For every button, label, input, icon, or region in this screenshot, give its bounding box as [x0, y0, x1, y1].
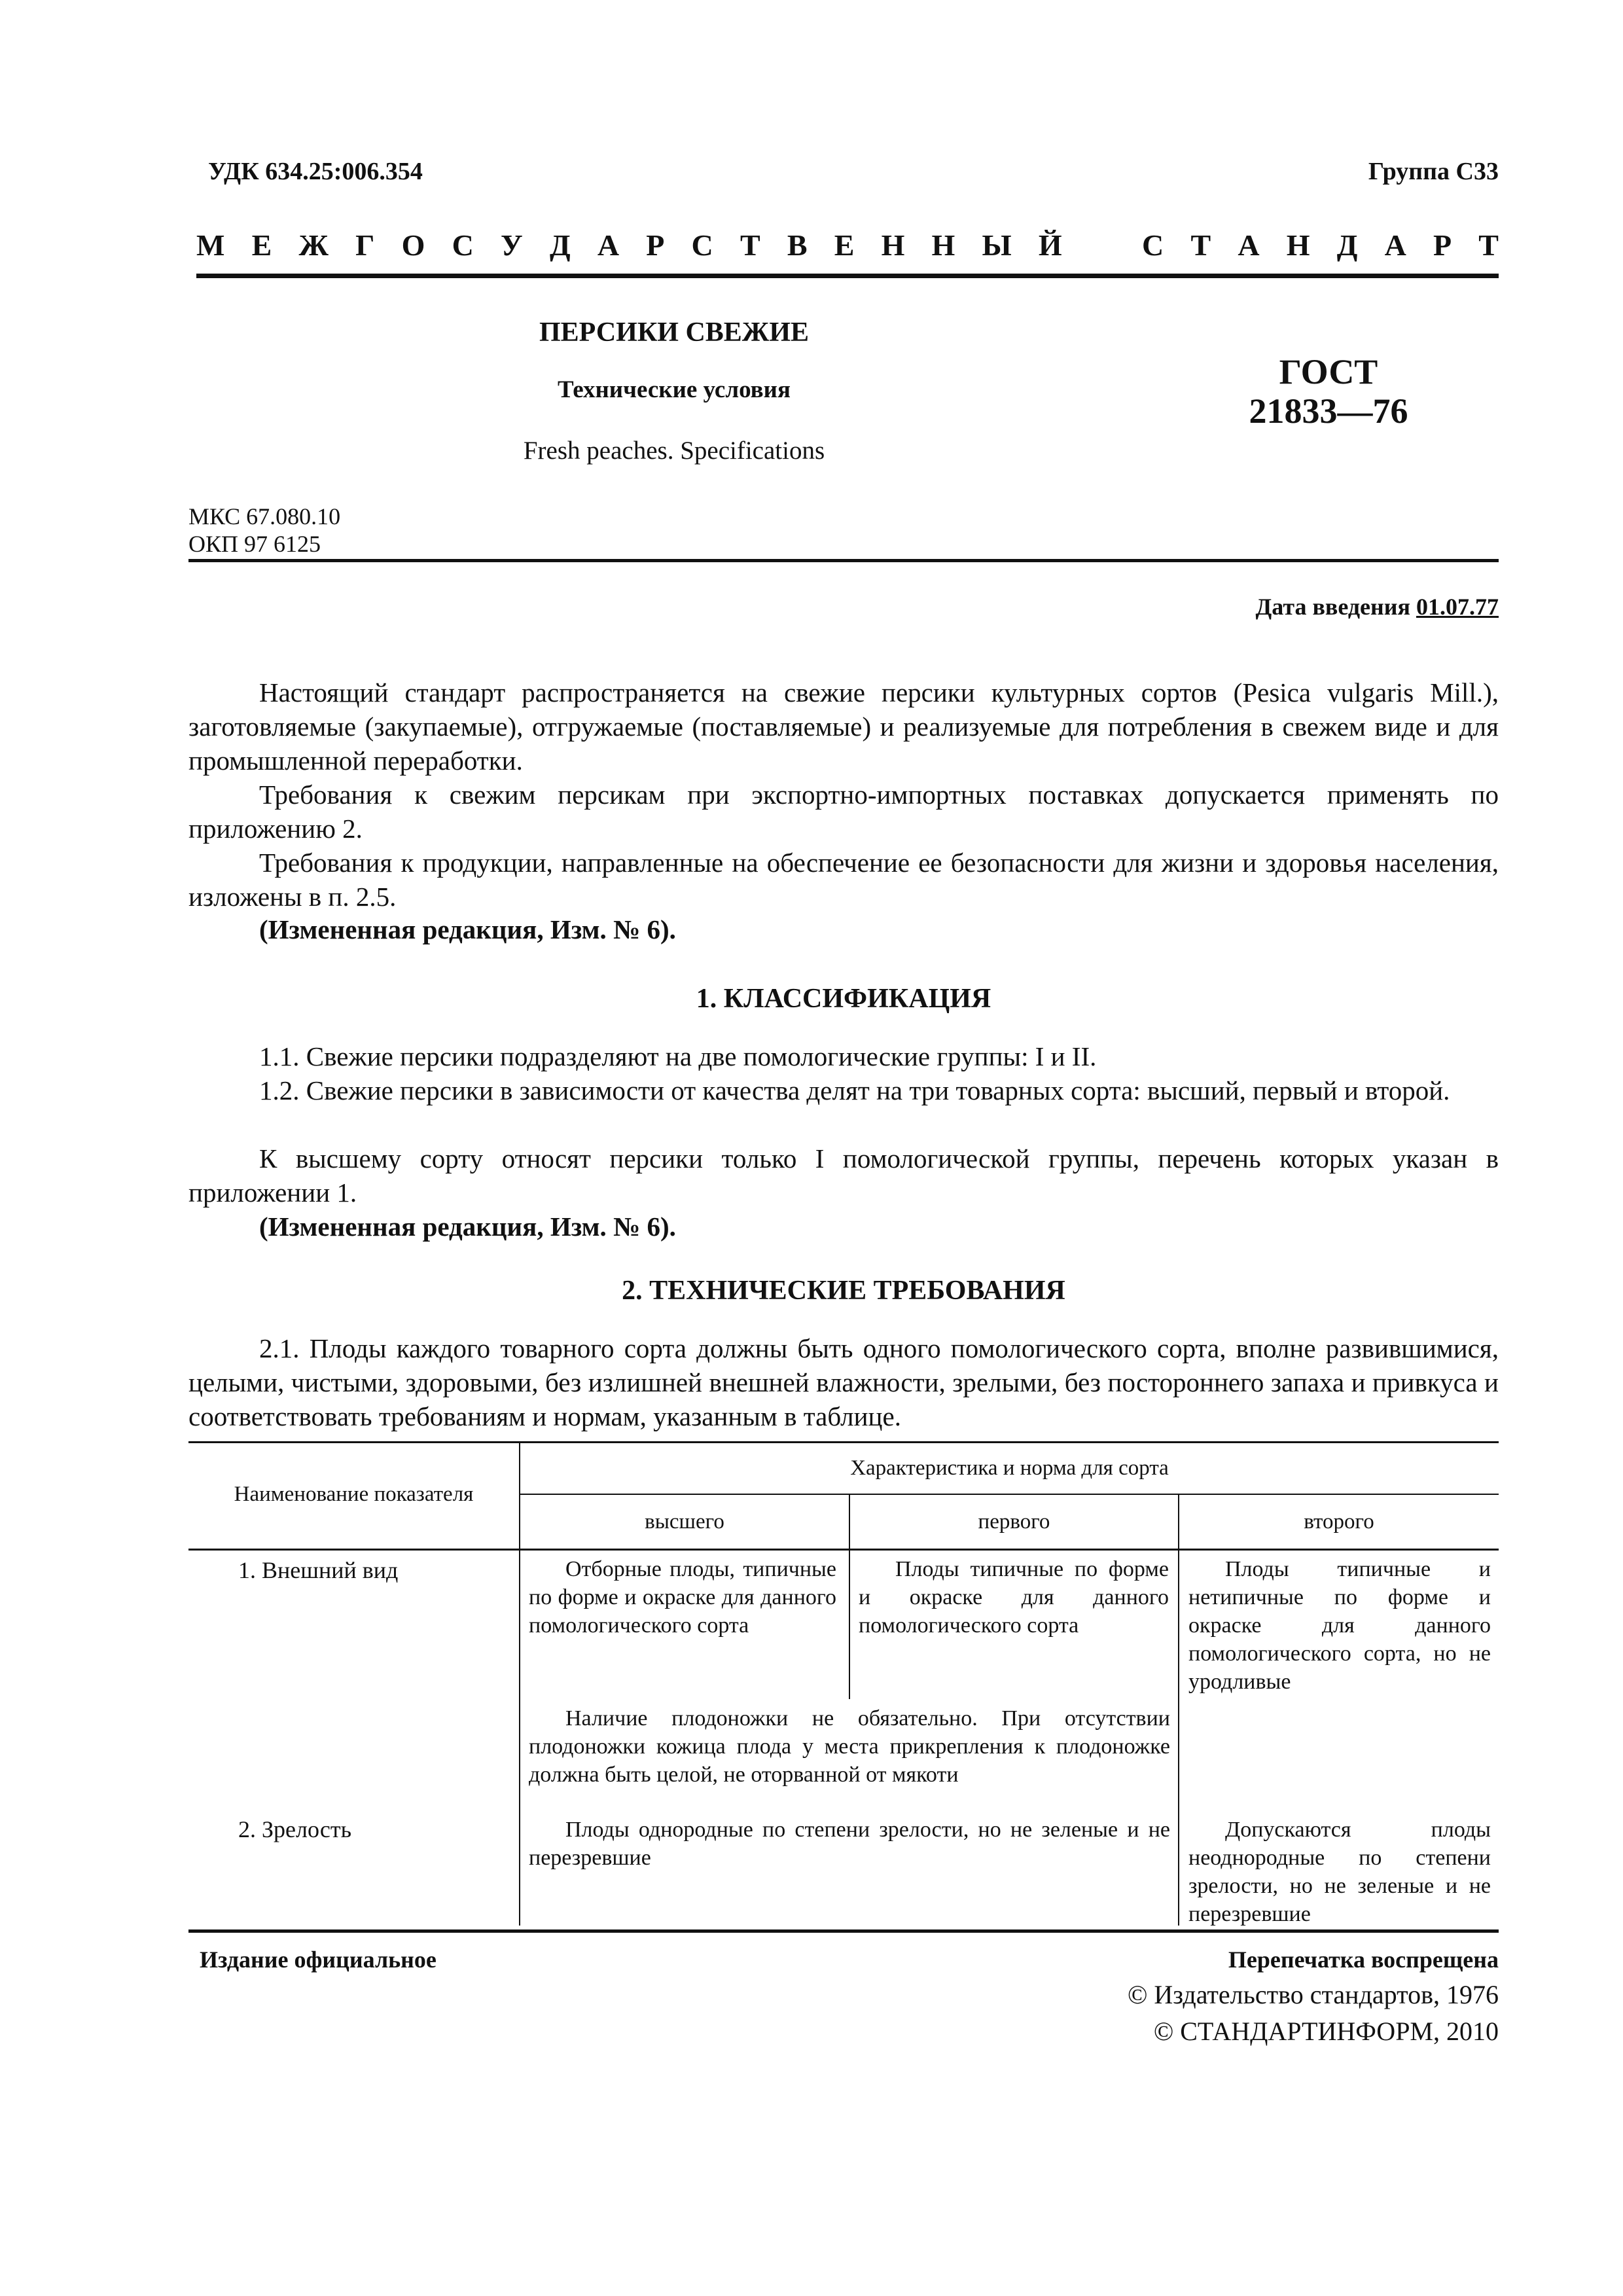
table-group-rule — [519, 1494, 1499, 1495]
banner-letter: Д — [1336, 228, 1358, 262]
paragraph-text: 1.1. Свежие персики подразделяют на две помологические группы: I и II. — [259, 1041, 1097, 1071]
section-1-heading: 1. КЛАССИФИКАЦИЯ — [696, 984, 991, 1014]
table-cell: Плоды однородные по степени зрелости, но не зеленые и не перезревшие — [529, 1818, 1170, 1870]
banner-letter: Р — [646, 228, 665, 262]
intro-paragraph-1 — [188, 675, 1499, 778]
banner-letter: Е — [834, 228, 855, 262]
copyright-line-2: © СТАНДАРТИНФОРМ, 2010 — [1153, 2017, 1499, 2046]
banner-letter: С — [1142, 228, 1164, 262]
banner-letter: А — [1384, 228, 1406, 262]
banner-letter: Й — [1038, 228, 1062, 262]
banner-letter: С — [452, 228, 474, 262]
banner-letter: Н — [881, 228, 905, 262]
okp-code: ОКП 97 6125 — [188, 531, 321, 557]
header-rule — [196, 274, 1499, 278]
banner-letter: А — [1238, 228, 1260, 262]
table-cell: Плоды типичные по форме и окраске для данного помологического сорта — [859, 1557, 1169, 1638]
gost-number — [1217, 352, 1440, 431]
document-title: ПЕРСИКИ СВЕЖИЕ — [539, 317, 810, 348]
table-cell: Допускаются плоды неоднородные по степени зрелости, но не зеленые и не перезревшие — [1188, 1818, 1491, 1926]
banner-letter: О — [401, 228, 425, 262]
section-1-paragraph-3 — [188, 1141, 1499, 1210]
paragraph-text: Требования к продукции, направленные на обеспечение ее безопасности для жизни и здоровья населения, изложены в п. 2.5. — [188, 848, 1499, 912]
banner-letter: Г — [355, 228, 375, 262]
document-subtitle: Технические условия — [558, 376, 791, 403]
banner-letter: Е — [251, 228, 272, 262]
table-header-name: Наименование показателя — [234, 1482, 474, 1506]
banner-letter: Т — [1190, 228, 1211, 262]
paragraph-text: 1.2. Свежие персики в зависимости от качества делят на три товарных сорта: высший, первый и второй. — [259, 1075, 1450, 1105]
table-cell: Отборные плоды, типичные по форме и окраске для данного помологического сорта — [529, 1557, 836, 1638]
banner-letter: Т — [1478, 228, 1499, 262]
codes-rule — [188, 559, 1499, 562]
banner-letter: Р — [1433, 228, 1452, 262]
paragraph-text: 2.1. Плоды каждого товарного сорта должны быть одного помологического сорта, вполне развившимися, целыми, чистыми, здоровыми, без излишней внешней влажности, зрелыми, без постороннего запаха и привкуса и соответствовать требованиям и нормам, указанным в таблице. — [188, 1333, 1499, 1431]
reprint-prohibited-label: Перепечатка воспрещена — [1228, 1946, 1499, 1973]
table-cell: Наличие плодоножки не обязательно. При отсутствии плодоножки кожица плода у места прикрепления к плодоножке должна быть целой, не оторванной от мякоти — [529, 1706, 1170, 1787]
section-1-amendment-note: (Измененная редакция, Изм. № 6). — [259, 1211, 676, 1242]
banner-letter: Н — [1286, 228, 1310, 262]
intro-paragraph-2 — [188, 778, 1499, 846]
banner-letter: А — [597, 228, 620, 262]
table-col-divider — [849, 1550, 850, 1699]
banner-letter: Ж — [298, 228, 329, 262]
banner-letter: В — [787, 228, 808, 262]
copyright-line-1: © Издательство стандартов, 1976 — [1127, 1980, 1499, 2009]
interstate-standard-banner — [196, 228, 1499, 262]
section-2-heading: 2. ТЕХНИЧЕСКИЕ ТРЕБОВАНИЯ — [622, 1276, 1065, 1306]
table-row-name: 1. Внешний вид — [238, 1557, 399, 1583]
table-col-divider — [1178, 1550, 1179, 1926]
table-top-rule — [188, 1441, 1499, 1443]
section-1-paragraph-1 — [188, 1039, 1499, 1073]
banner-letter: Н — [931, 228, 955, 262]
section-1-paragraph-2 — [188, 1073, 1499, 1107]
intro-paragraph-3 — [188, 846, 1499, 914]
banner-letter: У — [501, 228, 523, 262]
official-edition-label: Издание официальное — [200, 1946, 437, 1973]
gost-code: 21833—76 — [1249, 391, 1408, 431]
udk-code: УДК 634.25:006.354 — [208, 158, 423, 185]
table-col-divider — [849, 1494, 850, 1550]
paragraph-text: Требования к свежим персикам при экспортно-импортных поставках допускается применять по приложению 2. — [188, 780, 1499, 844]
table-header-second: второго — [1304, 1510, 1374, 1534]
group-code: Группа С33 — [1368, 158, 1499, 185]
table-header-bottom-rule — [188, 1549, 1499, 1551]
classification-codes — [188, 503, 340, 558]
footer-rule — [188, 1929, 1499, 1933]
banner-letter: Ы — [982, 228, 1012, 262]
banner-gap — [1089, 228, 1115, 262]
banner-letter: С — [691, 228, 713, 262]
table-col-divider — [1178, 1494, 1179, 1550]
banner-letter: Д — [549, 228, 571, 262]
document-title-en: Fresh peaches. Specifications — [523, 437, 825, 465]
table-row-name: 2. Зрелость — [238, 1816, 352, 1842]
banner-letter: Т — [740, 228, 760, 262]
paragraph-text: Настоящий стандарт распространяется на свежие персики культурных сортов (Pesica vulgaris Mill.), заготовляемые (закупаемые), отгружаемые (поставляемые) и реализуемые для потребления в свежем виде и для промышленной переработки. — [188, 677, 1499, 776]
table-header-high: высшего — [645, 1510, 724, 1534]
section-2-paragraph-1 — [188, 1331, 1499, 1433]
gost-label: ГОСТ — [1279, 352, 1378, 391]
intro-amendment-note: (Измененная редакция, Изм. № 6). — [259, 914, 676, 944]
mks-code: МКС 67.080.10 — [188, 503, 341, 529]
table-cell: Плоды типичные и нетипичные по форме и окраске для данного помологического сорта, но не уродливые — [1188, 1557, 1491, 1694]
date-value: 01.07.77 — [1416, 594, 1499, 620]
table-header-first: первого — [978, 1510, 1050, 1534]
date-label: Дата введения — [1255, 594, 1410, 620]
banner-letter: М — [196, 228, 225, 262]
introduction-date — [1256, 593, 1499, 620]
paragraph-text: К высшему сорту относят персики только I помологической группы, перечень которых указан в приложении 1. — [188, 1143, 1499, 1208]
table-col-divider — [519, 1441, 520, 1926]
table-header-group: Характеристика и норма для сорта — [850, 1456, 1169, 1480]
